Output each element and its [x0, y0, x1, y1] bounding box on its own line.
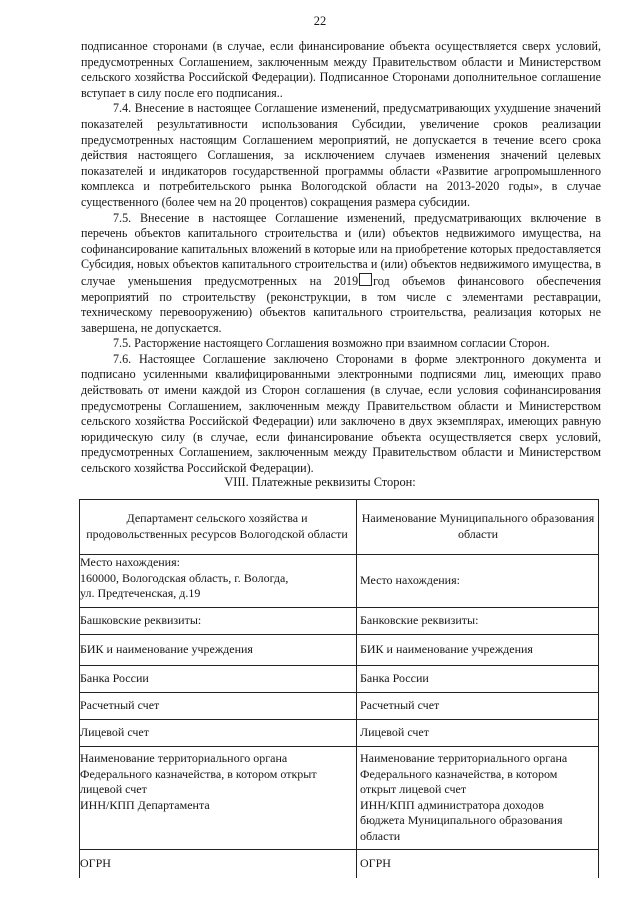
right-address-cell: Место нахождения: [357, 555, 599, 608]
right-inn-kpp: ИНН/КПП администратора доходов [360, 797, 544, 812]
left-address-cell [80, 555, 357, 608]
table-row [80, 850, 599, 879]
table-row [80, 720, 599, 747]
table-header-row [80, 500, 599, 555]
left-treasury-line: Наименование территориального органа [80, 751, 288, 765]
left-personal-account: Лицевой счет [80, 720, 357, 747]
paragraph-7-5-text-before: 7.5. Внесение в настоящее Соглашение изменений, предусматривающих включение в перечень объектов капитального строительства и (или) объектов недвижимого имущества, на софинансирование капитальных вложений в которые или на приобретение которых предоставляется Субсидия, новых объектов капитального строительства и (или) объектов недвижимого имущества, в случае уменьшения предусмотренных на 2019 [81, 210, 601, 288]
paragraph-7-6: 7.6. Настоящее Соглашение заключено Сторонами в форме электронного документа и подписано усиленными квалифицированными электронными подписями лиц, имеющих право действовать от имени каждой из Сторон соглашения (в случае, если условия софинансирования предусмотрены Соглашением, заключенным между Правительством области и Министерством сельского хозяйства Российской Федерации) или заключено в двух экземплярах, имеющих равную юридическую силу (в случае, если финансирование объекта осуществляется сверх условий, предусмотренных Соглашением, заключенным между Правительством области и Министерством сельского хозяйства Российской Федерации). [81, 351, 601, 476]
paragraph-7-4: 7.4. Внесение в настоящее Соглашение изменений, предусматривающих ухудшение значений показателей результативности использования Субсидии, увеличение сроков реализации предусмотренных настоящим Соглашением мероприятий, не допускается в течение всего срока действия настоящего Соглашения, за исключением случаев изменения значений целевых показателей и индикаторов государственной программы области «Развитие агропромышленного комплекса и потребительского рынка Вологодской области на 2013-2020 годы», в случае существенного (более чем на 20 процентов) сокращения размера субсидии. [81, 101, 601, 209]
left-treasury-line: лицевой счет [80, 782, 147, 797]
left-bank-russia: Банка России [80, 666, 357, 693]
page-number: 22 [313, 14, 327, 28]
left-treasury-cell [80, 747, 357, 850]
right-personal-account: Лицевой счет [357, 720, 599, 747]
left-bik: БИК и наименование учреждения [80, 635, 357, 666]
section-title: VIII. Платежные реквизиты Сторон: [224, 475, 416, 489]
left-settlement-account: Расчетный счет [80, 693, 357, 720]
table-row [80, 693, 599, 720]
right-ogrn: ОГРН [357, 850, 599, 879]
left-party-header: Департамент сельского хозяйства и продовольственных ресурсов Вологодской области [80, 500, 357, 555]
table-row [80, 666, 599, 693]
paragraph-continuation: подписанное сторонами (в случае, если финансирование объекта осуществляется сверх условий, предусмотренных Соглашением, заключенным между Правительством области и Министерством сельского хозяйства Российской Федерации). Подписанное Сторонами дополнительное соглашение вступает в силу после его подписания.. [81, 39, 601, 100]
left-address-city: 160000, Вологодская область, г. Вологда, [80, 570, 289, 585]
left-bank-details: Башковские реквизиты: [80, 608, 357, 635]
left-ogrn: ОГРН [80, 850, 357, 879]
right-treasury-line: Федерального казначейства, в котором [360, 766, 558, 781]
year-checkbox [359, 273, 372, 286]
right-treasury-line: бюджета Муниципального образования [360, 813, 563, 828]
right-treasury-line: области [360, 828, 401, 843]
right-bank-russia: Банка России [357, 666, 599, 693]
right-party-header: Наименование Муниципального образования области [357, 500, 599, 555]
left-address-street: ул. Предтеченская, д.19 [80, 586, 201, 601]
right-treasury-line: открыт лицевой счет [360, 782, 467, 797]
table-row [80, 747, 599, 850]
right-bik: БИК и наименование учреждения [357, 635, 599, 666]
paragraph-7-5-changes [81, 211, 601, 337]
table-row [80, 608, 599, 635]
left-address-label: Место нахождения: [80, 555, 180, 569]
left-treasury-line: Федерального казначейства, в котором открыт [80, 766, 317, 781]
right-treasury-cell [357, 747, 599, 850]
left-inn-kpp: ИНН/КПП Департамента [80, 797, 210, 812]
paragraph-7-5-termination: 7.5. Расторжение настоящего Соглашения возможно при взаимном согласии Сторон. [113, 336, 550, 351]
table-row [80, 555, 599, 608]
table-row [80, 635, 599, 666]
agreement-text [81, 39, 601, 477]
right-settlement-account: Расчетный счет [357, 693, 599, 720]
right-bank-details: Банковские реквизиты: [357, 608, 599, 635]
right-treasury-line: Наименование территориального органа [360, 751, 568, 765]
paragraph-7-5-text-after: год объемов финансового обеспечения мероприятий по строительству (реконструкции, в том числе с элементами реставрации, техническому перевооружению) объектов капитального строительства, реализация которых не завершена, не допускается. [81, 273, 602, 335]
payment-details-table [79, 499, 599, 878]
